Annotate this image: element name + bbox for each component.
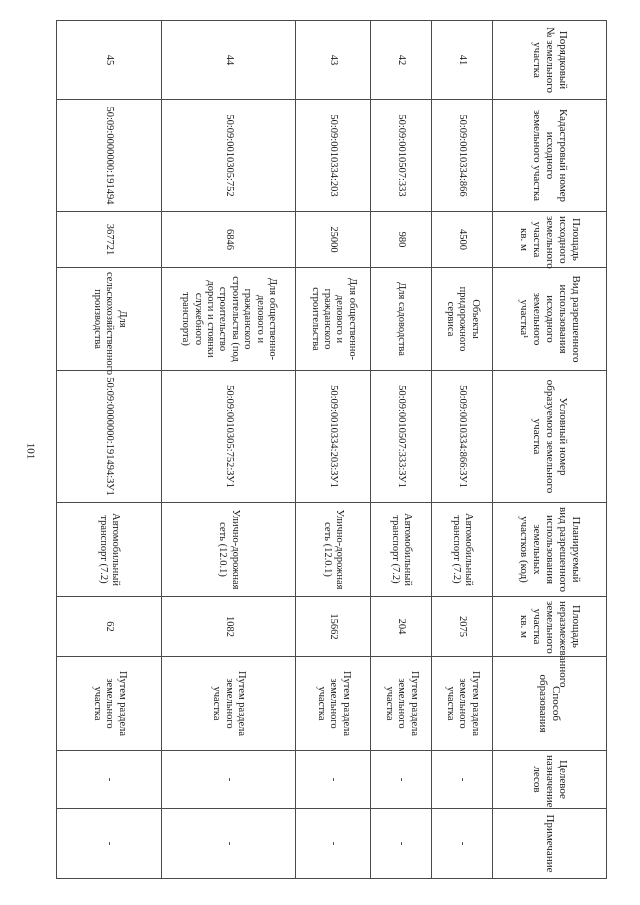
table-cell: 50:09:0000000:191494:ЗУ1 [57, 371, 162, 503]
table-cell: 980 [371, 212, 432, 268]
table-cell: 50:09:0010334:866:ЗУ1 [432, 371, 493, 503]
table-cell: 42 [371, 21, 432, 100]
table-cell: 15662 [296, 597, 371, 657]
table-header-row [493, 21, 607, 879]
table-cell: 50:09:0010507:333:ЗУ1 [371, 371, 432, 503]
header-cell: Целевое назначение лесов [493, 751, 607, 809]
table-cell: Для садоводства [371, 268, 432, 371]
header-cell: Площадь неразмежеванного земельного участка кв. м [493, 597, 607, 657]
table-cell: 2075 [432, 597, 493, 657]
table-cell: Автомобильный транспорт (7.2) [371, 503, 432, 597]
table-cell: - [432, 809, 493, 879]
header-cell: Порядковый № земельного участка [493, 21, 607, 100]
table-cell: 50:09:0010334:866 [432, 100, 493, 212]
table-cell: Путем раздела земельного участка [432, 657, 493, 751]
header-cell: Площадь исходного земельного участка кв. м [493, 212, 607, 268]
table-cell: 43 [296, 21, 371, 100]
table-cell: 41 [432, 21, 493, 100]
table-cell: 62 [57, 597, 162, 657]
table-cell: 367721 [57, 212, 162, 268]
table-cell: Улично-дорожная сеть (12.0.1) [296, 503, 371, 597]
table-cell: - [296, 751, 371, 809]
table-cell: 44 [162, 21, 296, 100]
table-cell: Путем раздела земельного участка [162, 657, 296, 751]
table-row [432, 21, 493, 879]
table-cell: - [57, 751, 162, 809]
table-cell: Автомобильный транспорт (7.2) [432, 503, 493, 597]
table-row [57, 21, 162, 879]
table-cell: - [296, 809, 371, 879]
table-cell: 50:09:0000000:191494 [57, 100, 162, 212]
header-cell: Кадастровый номер исходного земельного участка [493, 100, 607, 212]
header-cell: Планируемый вид разрешенного использования земельных участков (код) [493, 503, 607, 597]
table-cell: - [162, 809, 296, 879]
table-cell: 6846 [162, 212, 296, 268]
land-plots-table [56, 20, 607, 879]
table-cell: Автомобильный транспорт (7.2) [57, 503, 162, 597]
table-cell: 50:09:0010334:203 [296, 100, 371, 212]
header-cell: Вид разрешенного использования исходного земельного участка¹ [493, 268, 607, 371]
table-cell: 50:09:0010305:752 [162, 100, 296, 212]
table-cell: Объекты придорожного сервиса [432, 268, 493, 371]
table-row [296, 21, 371, 879]
rotated-table-wrapper [57, 20, 607, 878]
table-cell: 4500 [432, 212, 493, 268]
table-area [57, 20, 607, 878]
table-cell: Для общественно-делового и гражданского строительства (под строительство дороги и стоянки служебного транспорта) [162, 268, 296, 371]
table-cell: - [371, 809, 432, 879]
header-cell: Условный номер образуемого земельного участка [493, 371, 607, 503]
table-cell: 204 [371, 597, 432, 657]
page-number: 101 [24, 442, 37, 460]
table-row [162, 21, 296, 879]
table-cell: 50:09:0010305:752:ЗУ1 [162, 371, 296, 503]
table-cell: Путем раздела земельного участка [296, 657, 371, 751]
table-cell: Улично-дорожная сеть (12.0.1) [162, 503, 296, 597]
table-row [371, 21, 432, 879]
table-cell: 1082 [162, 597, 296, 657]
table-cell: 45 [57, 21, 162, 100]
table-cell: Для сельскохозяйственного производства [57, 268, 162, 371]
table-cell: - [432, 751, 493, 809]
table-cell: 50:09:0010507:333 [371, 100, 432, 212]
table-cell: - [371, 751, 432, 809]
table-cell: Для общественно-делового и гражданского строительства [296, 268, 371, 371]
header-cell: Способ образования [493, 657, 607, 751]
table-cell: 25000 [296, 212, 371, 268]
table-cell: Путем раздела земельного участка [57, 657, 162, 751]
table-cell: 50:09:0010334:203:ЗУ1 [296, 371, 371, 503]
table-cell: - [57, 809, 162, 879]
header-cell: Примечание [493, 809, 607, 879]
table-cell: - [162, 751, 296, 809]
table-cell: Путем раздела земельного участка [371, 657, 432, 751]
